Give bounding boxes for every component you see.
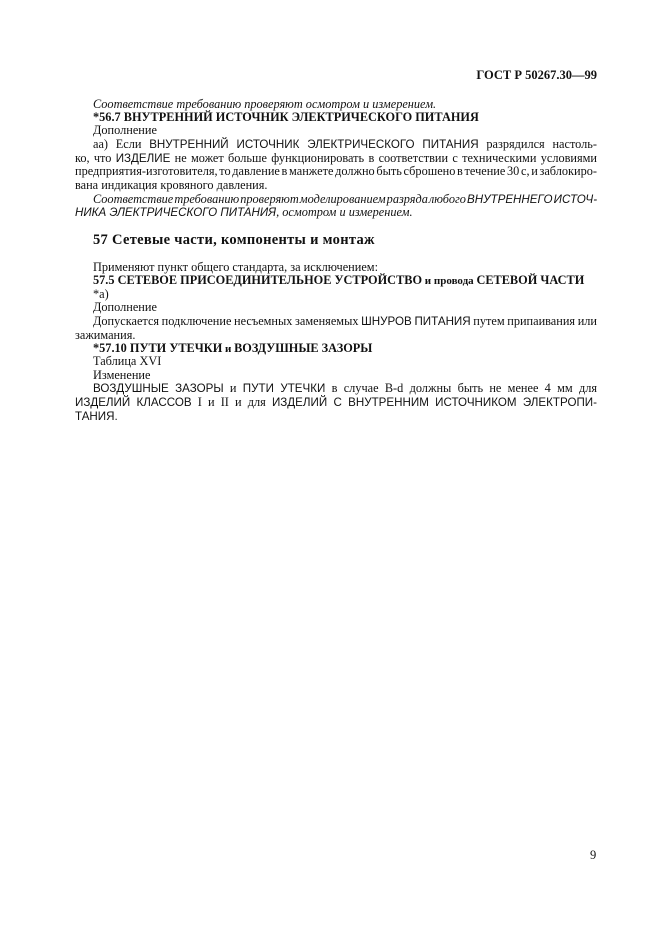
text-segment: Допускается подключение несъемных заменяемых (93, 314, 362, 328)
text-segment: Изменение (93, 368, 151, 382)
text-line (75, 206, 413, 219)
text-segment: Дополнение (93, 300, 157, 314)
text-line (93, 301, 157, 314)
text-line (75, 396, 597, 409)
text-segment: вана индикация кровяного давления. (75, 178, 268, 192)
text-line (75, 410, 118, 423)
text-segment: аа) Если (93, 137, 150, 151)
text-line (93, 138, 597, 151)
section-heading (93, 231, 375, 249)
text-segment: НИКА ЭЛЕКТРИЧЕСКОГО ПИТАНИЯ (75, 206, 277, 219)
text-segment: ВОЗДУШНЫЕ ЗАЗОРЫ (93, 382, 224, 395)
text-segment: СЕТЕВОЙ ЧАСТИ (476, 273, 585, 287)
text-segment: I и II и для (191, 395, 272, 409)
text-line (93, 382, 597, 395)
text-segment: ВОЗДУШНЫЕ ЗАЗОРЫ (234, 341, 373, 355)
text-segment: в случае В-d должны быть не менее 4 мм для (325, 381, 598, 395)
text-line (75, 179, 267, 192)
text-segment: ПУТИ УТЕЧКИ (242, 382, 326, 395)
text-segment: Применяют пункт общего стандарта, за исключением: (93, 260, 378, 274)
text-segment: путем припаивания или (470, 314, 598, 328)
text-segment: разрядился настоль- (478, 137, 597, 151)
text-segment: и (223, 381, 243, 395)
text-segment: ИЗДЕЛИЕ (115, 152, 171, 165)
text-segment: 57 Сетевые части, компоненты и монтаж (93, 232, 375, 248)
text-segment: и (222, 343, 235, 355)
text-segment: Дополнение (93, 123, 157, 137)
text-line (93, 355, 161, 368)
text-line (93, 124, 157, 137)
text-segment: ВНУТРЕННИЙ ИСТОЧНИК ЭЛЕКТРИЧЕСКОГО ПИТАНИЯ (149, 138, 479, 151)
text-segment: *56.7 ВНУТРЕННИЙ ИСТОЧНИК ЭЛЕКТРИЧЕСКОГО ПИТАНИЯ (93, 110, 479, 124)
text-segment: ШНУРОВ ПИТАНИЯ (361, 315, 471, 328)
text-segment: *57.10 ПУТИ УТЕЧКИ (93, 341, 223, 355)
page-number: 9 (590, 848, 597, 862)
text-segment: предприятия-изготовителя, то давление в манжете должно быть сброшено в течение 30 с, и заблокиро- (75, 164, 597, 178)
text-segment: *а) (93, 287, 109, 301)
text-segment: ВНУТРЕННЕГО ИСТОЧ- (466, 193, 598, 206)
text-segment: ИЗДЕЛИЙ КЛАССОВ (75, 396, 192, 409)
text-segment: Соответствие требованию проверяют моделированием разряда любого (93, 192, 467, 206)
text-line (93, 369, 150, 382)
text-segment: ИЗДЕЛИЙ С ВНУТРЕННИМ ИСТОЧНИКОМ ЭЛЕКТРОПИ- (271, 396, 597, 409)
text-segment: Таблица XVI (93, 354, 162, 368)
document-header-id: ГОСТ Р 50267.30—99 (476, 68, 597, 82)
text-line (75, 165, 597, 178)
text-segment: не может больше функционировать в соответствии с техническими условиями (170, 151, 598, 165)
text-segment: зажимания. (75, 328, 136, 342)
text-segment: и провода (422, 275, 477, 287)
text-segment: ТАНИЯ. (75, 410, 118, 423)
text-segment: 57.5 СЕТЕВОЕ ПРИСОЕДИНИТЕЛЬНОЕ УСТРОЙСТВО (93, 273, 423, 287)
text-segment: Соответствие требованию проверяют осмотром и измерением. (93, 97, 437, 111)
text-line (93, 274, 584, 287)
text-segment: ко, что (75, 151, 116, 165)
text-segment: , осмотром и измерением. (276, 205, 413, 219)
text-line (93, 315, 597, 328)
